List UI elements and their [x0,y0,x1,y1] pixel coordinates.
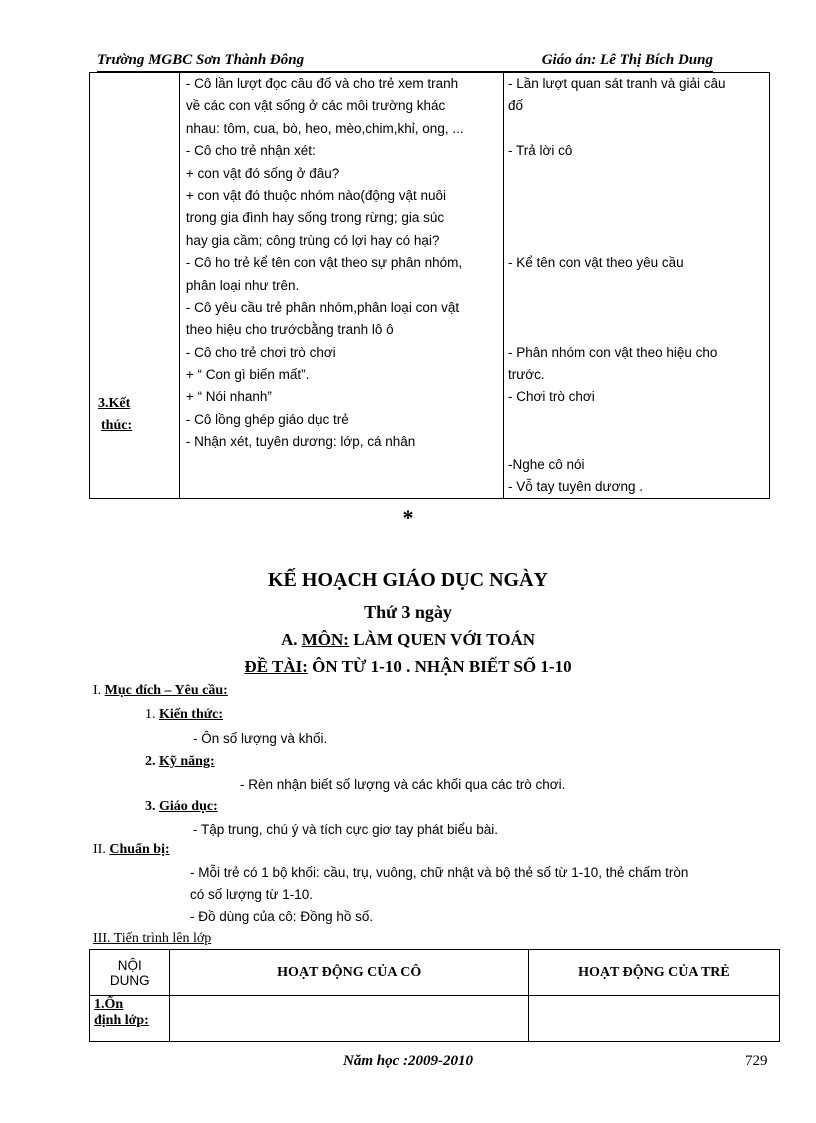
child-activity-line: - Lần lượt quan sát tranh và giải câu [508,76,726,91]
subject-line: A. MÔN: LÀM QUEN VỚI TOÁN [280,630,536,649]
teacher-activity-line: - Cô yêu cầu trẻ phân nhóm,phân loại con vật [185,299,460,315]
child-activity-line [504,275,769,297]
knowledge-text: - Ôn số lượng và khối. [193,731,328,746]
child-activity-line [504,409,769,431]
activity-table [89,949,780,1042]
child-activity-line [504,230,769,252]
child-activity-line [504,431,769,453]
child-activity-line: - Kể tên con vật theo yêu cầu [508,255,684,271]
child-activity-line [504,297,769,319]
subsection-education: 3. Giáo dục: [145,799,218,814]
topic-label: ĐỀ TÀI: [244,657,308,676]
topic-line [0,657,816,677]
teacher-activity-line: theo hiệu cho trướcbằng tranh lô ô [185,322,394,338]
subject-label: MÔN: [301,630,349,649]
school-year: Năm học :2009-2010 [343,1053,473,1069]
section-process: III. Tiến trình lên lớp [93,931,212,946]
teacher-activity-line: về các con vật sống ở các môi trường khác [185,98,446,114]
subsection-skills: 2. Kỹ năng: [145,754,215,769]
activity-table-continued [89,72,770,499]
school-name: Trường MGBC Sơn Thành Đông [97,52,305,68]
teacher-activity-line: + “ Con gì biến mất”. [185,367,310,383]
child-activity-line: - Vỗ tay tuyên dương . [508,479,643,495]
plan-day: Thứ 3 ngày [364,602,452,622]
row-label-on-dinh-lop: 1.Ổn định lớp: [90,996,170,1042]
child-activity-line [504,163,769,185]
child-activity-line: - Chơi trò chơi [508,389,595,405]
row-teacher-cell [170,996,528,1042]
child-activity-line: - Trả lời cô [508,143,573,159]
section-objectives: I. Mục đích – Yêu cầu: [93,683,228,698]
header-child-activity: HOẠT ĐỘNG CỦA TRẺ [528,950,779,996]
page-header [97,51,713,72]
author-name: Giáo án: Lê Thị Bích Dung [541,52,713,68]
child-activity-line: đố [508,98,524,114]
teacher-activity-line [180,476,503,498]
teacher-activity-line: - Cô cho trẻ chơi trò chơi [185,344,336,360]
separator-star: * [402,505,414,530]
child-activity-line [504,118,769,140]
preparation-line-3: - Đồ dùng của cô: Đồng hồ số. [190,909,374,924]
header-content: NỘI DUNG [90,950,170,996]
teacher-activity-line: + con vật đó thuộc nhóm nào(động vật nuôi [185,187,446,203]
teacher-activity-line: - Cô lồng ghép giáo dục trẻ [185,411,349,427]
child-activity-line: - Phân nhóm con vật theo hiệu cho [508,344,718,360]
teacher-activity-line: trong gia đình hay sống trong rừng; gia súc [185,210,445,226]
teacher-activity-cell [179,73,503,499]
section-cell [90,73,180,499]
child-activity-line [504,185,769,207]
header-teacher-activity: HOẠT ĐỘNG CỦA CÔ [170,950,528,996]
teacher-activity-line: + con vật đó sống ở đâu? [185,165,340,181]
teacher-activity-line: phân loại như trên. [185,277,300,293]
teacher-activity-line: nhau: tôm, cua, bò, heo, mèo,chim,khỉ, ong, ... [185,120,464,136]
teacher-activity-line: - Cô cho trẻ nhận xét: [185,143,316,159]
section-preparation: II. Chuẩn bị: [93,842,170,857]
teacher-activity-line: - Cô ho trẻ kể tên con vật theo sự phân nhóm, [185,255,463,271]
preparation-line-2: có số lượng từ 1-10. [190,887,313,902]
plan-title: KẾ HOẠCH GIÁO DỤC NGÀY [267,569,548,591]
topic-value: ÔN TỪ 1-10 . NHẬN BIẾT SỐ 1-10 [307,657,572,676]
education-text: - Tập trung, chú ý và tích cực giơ tay phát biểu bài. [193,822,499,837]
skills-text: - Rèn nhận biết số lượng và các khối qua các trò chơi. [240,777,566,792]
preparation-line-1: - Mỗi trẻ có 1 bộ khối: cầu, trụ, vuông, chữ nhật và bộ thẻ số từ 1-10, thẻ chấm tròn [190,865,689,880]
section-label-ket-thuc: 3.Kết thúc: [98,396,133,433]
teacher-activity-line: - Nhận xét, tuyên dương: lớp, cá nhân [185,434,416,450]
page-number: 729 [745,1053,768,1069]
teacher-activity-line: + “ Nói nhanh” [185,389,272,405]
child-activity-cell [504,73,770,499]
teacher-activity-line: - Cô lần lượt đọc câu đố và cho trẻ xem tranh [185,76,459,91]
subsection-knowledge: 1. Kiến thức: [145,707,224,722]
teacher-activity-line [180,454,503,476]
teacher-activity-line: hay gia cầm; công trùng có lợi hay có hại? [185,232,440,248]
child-activity-line [504,319,769,341]
child-activity-line: trước. [508,367,545,383]
child-activity-line: -Nghe cô nói [508,456,585,472]
child-activity-line [504,207,769,229]
subject-value: LÀM QUEN VỚI TOÁN [348,630,536,649]
row-child-cell [528,996,779,1042]
